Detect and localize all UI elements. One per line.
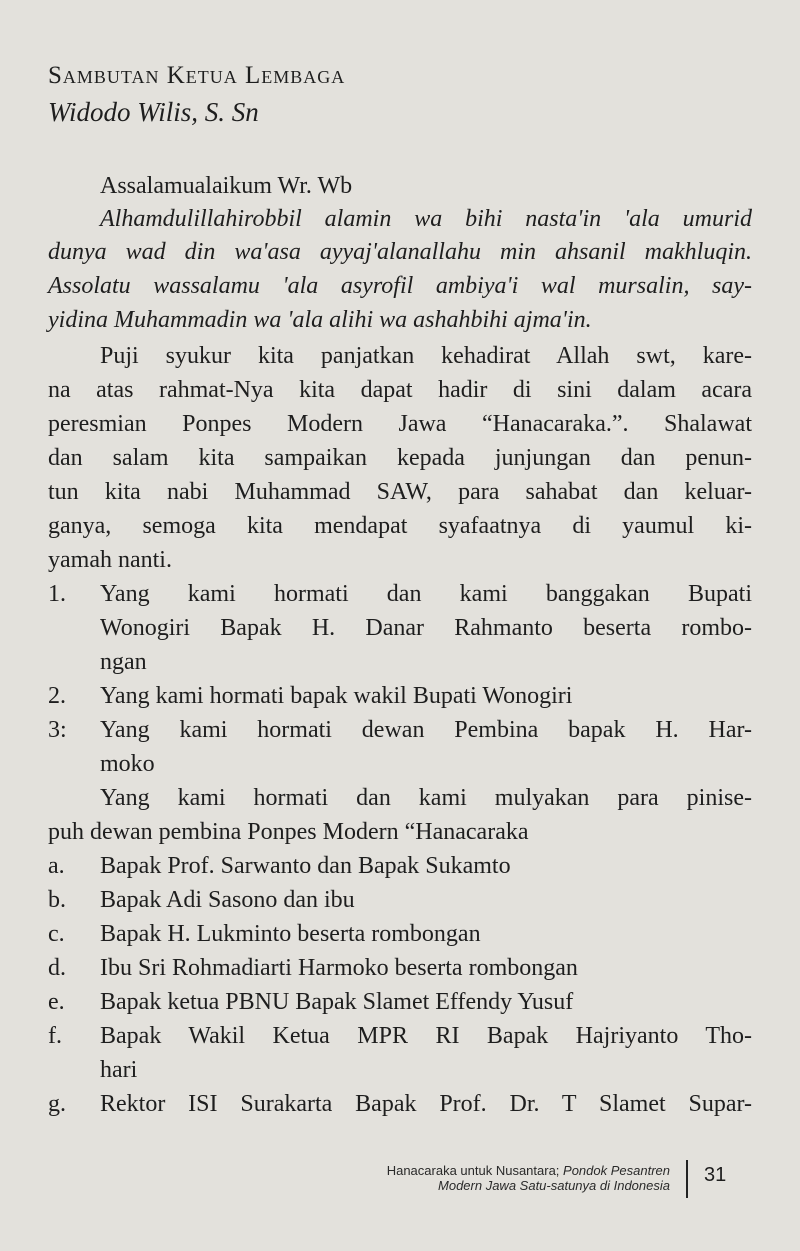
list-item-line: hari [100,1057,138,1083]
list-marker: g. [48,1091,66,1117]
paragraph-line: na atas rahmat-Nya kita dapat hadir di sini dalam acara [48,377,752,403]
list-marker: b. [48,887,66,913]
paragraph-line: yamah nanti. [48,547,172,573]
arabic-line: dunya wad din wa'asa ayyaj'alanallahu min ahsanil makhluqin. [48,239,752,265]
greeting-line: Assalamualaikum Wr. Wb [100,173,353,199]
list-item-line: Bapak Adi Sasono dan ibu [100,887,355,913]
list-item-line: Yang kami hormati bapak wakil Bupati Wonogiri [100,683,573,709]
author-name: Widodo Wilis, S. Sn [48,97,259,127]
footer-line-2: Modern Jawa Satu-satunya di Indonesia [438,1178,670,1193]
list-item-line: Bapak Wakil Ketua MPR RI Bapak Hajriyanto Tho- [100,1023,752,1049]
arabic-line: Alhamdulillahirobbil alamin wa bihi nasta'in 'ala umurid [100,206,752,232]
list-marker: a. [48,853,65,879]
list-item-line: Ibu Sri Rohmadiarti Harmoko beserta rombongan [100,955,578,981]
list-marker: e. [48,989,65,1015]
paragraph-line: dan salam kita sampaikan kepada junjungan dan penun- [48,445,752,471]
paragraph-line: peresmian Ponpes Modern Jawa “Hanacaraka.”. Shalawat [48,411,752,437]
list-marker: f. [48,1023,62,1049]
page-number: 31 [704,1164,727,1186]
list-item-line: Rektor ISI Surakarta Bapak Prof. Dr. T Slamet Supar- [100,1091,752,1117]
arabic-line: yidina Muhammadin wa 'ala alihi wa ashahbihi ajma'in. [48,307,592,333]
section-title: Sambutan Ketua Lembaga [48,62,346,89]
running-footer [280,1163,670,1193]
list-marker: 2. [48,683,66,709]
list-marker: 1. [48,581,66,607]
paragraph-line: puh dewan pembina Ponpes Modern “Hanacaraka [48,819,529,845]
section-heading [48,58,345,130]
footer-subtitle: Pondok Pesantren [563,1163,670,1178]
list-item-line: Bapak Prof. Sarwanto dan Bapak Sukamto [100,853,511,879]
paragraph-line: ganya, semoga kita mendapat syafaatnya di yaumul ki- [48,513,752,539]
arabic-line: Assolatu wassalamu 'ala asyrofil ambiya'i wal mursalin, say- [48,273,752,299]
footer-divider [686,1160,688,1198]
footer-book-title: Hanacaraka untuk Nusantara; [386,1163,564,1178]
list-item-line: Yang kami hormati dan kami banggakan Bupati [100,581,752,607]
list-item-line: Wonogiri Bapak H. Danar Rahmanto beserta rombo- [100,615,752,641]
list-marker: 3: [48,717,67,743]
footer-line-1 [280,1163,670,1178]
paragraph-line: Puji syukur kita panjatkan kehadirat Allah swt, kare- [100,343,752,369]
list-item-line: ngan [100,649,147,675]
paragraph-line: tun kita nabi Muhammad SAW, para sahabat dan keluar- [48,479,752,505]
list-item-line: Bapak ketua PBNU Bapak Slamet Effendy Yusuf [100,989,574,1015]
list-marker: c. [48,921,65,947]
list-item-line: Yang kami hormati dewan Pembina bapak H. Har- [100,717,752,743]
list-item-line: moko [100,751,155,777]
list-marker: d. [48,955,66,981]
paragraph-line: Yang kami hormati dan kami mulyakan para pinise- [100,785,752,811]
list-item-line: Bapak H. Lukminto beserta rombongan [100,921,481,947]
